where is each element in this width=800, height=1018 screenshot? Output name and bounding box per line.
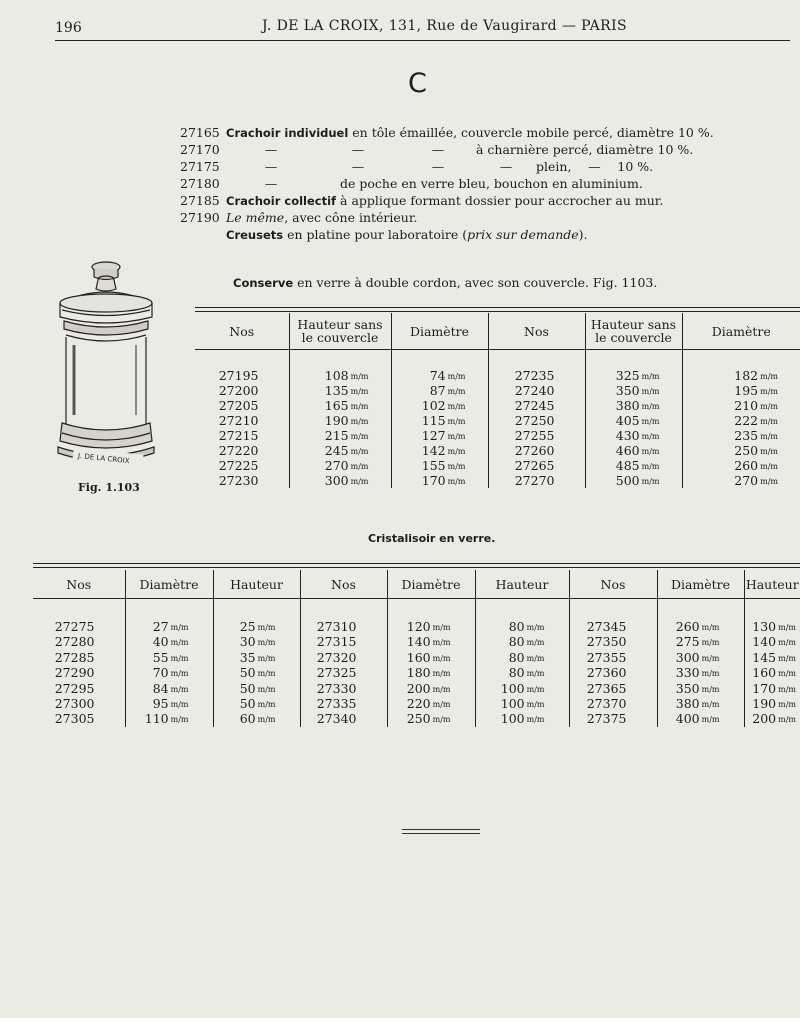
list-item <box>180 159 653 174</box>
conserve-title-text: en verre à double cordon, avec son couvercle. Fig. 1103. <box>293 275 658 290</box>
cell-number: 27370 <box>569 696 657 711</box>
cristalisoir-top-rule <box>33 563 800 564</box>
cell-number: 27300 <box>33 696 125 711</box>
cell-height: 430 m/m <box>585 428 682 443</box>
table-row <box>33 599 800 635</box>
cell-number: 27325 <box>300 665 387 680</box>
unit-label: m/m <box>432 669 451 679</box>
cell-number: 27360 <box>569 665 657 680</box>
end-rule <box>402 833 480 834</box>
cell-height: 100 m/m <box>475 696 569 711</box>
ditto-dash: — <box>351 159 365 174</box>
table-row <box>195 428 800 443</box>
ditto-dash: — <box>431 142 445 157</box>
unit-label: m/m <box>257 700 276 710</box>
unit-label: m/m <box>257 669 276 679</box>
cell-height: 130 m/m <box>752 619 796 634</box>
col-header-diameter: Diamètre <box>657 570 744 599</box>
cell-height: 190 m/m <box>752 696 796 712</box>
cell-number: 27305 <box>33 711 125 726</box>
jar-stamp-text: J. DE LA CROIX <box>77 451 130 466</box>
cell-height: 25 m/m <box>213 599 300 635</box>
unit-label: m/m <box>350 402 369 411</box>
header-rule <box>55 40 790 41</box>
unit-label: m/m <box>641 372 660 381</box>
cristalisoir-top-rule <box>33 567 800 568</box>
unit-label: m/m <box>447 417 466 426</box>
cell-diameter: 250 m/m <box>387 711 475 726</box>
unit-label: m/m <box>778 715 796 725</box>
cell-height: 50 m/m <box>213 681 300 696</box>
col-header-nos: Nos <box>488 313 585 350</box>
cell-number: 27215 <box>195 428 289 443</box>
cell-number: 27315 <box>300 634 387 649</box>
cell-number: 27260 <box>488 443 585 458</box>
unit-label: m/m <box>526 669 545 679</box>
col-header-nos: Nos <box>33 570 125 599</box>
cell-number: 27195 <box>195 350 289 384</box>
unit-label: m/m <box>778 638 796 648</box>
cell-diameter: 87 m/m <box>391 383 488 398</box>
unit-label: m/m <box>701 638 720 648</box>
cell-diameter: 74 m/m <box>391 350 488 384</box>
cell-height: 485 m/m <box>585 458 682 473</box>
item-number: 27165 <box>180 125 220 140</box>
cell-height: 80 m/m <box>475 634 569 649</box>
unit-label: m/m <box>350 387 369 396</box>
unit-label: m/m <box>641 447 660 456</box>
conserve-title <box>233 275 657 290</box>
unit-label: m/m <box>760 477 778 486</box>
col-header-height: Hauteur sans le couvercle <box>289 313 391 350</box>
unit-label: m/m <box>447 462 466 471</box>
unit-label: m/m <box>432 684 451 694</box>
cell-diameter: 200 m/m <box>387 681 475 696</box>
cell-diameter: 102 m/m <box>391 398 488 413</box>
col-header-diameter: Diamètre <box>682 313 800 350</box>
item-name: Le même <box>226 210 285 225</box>
cell-number: 27265 <box>488 458 585 473</box>
cell-diameter: 350 m/m <box>657 681 744 696</box>
cell-height: 60 m/m <box>213 711 300 726</box>
item-number: 27185 <box>180 193 220 208</box>
cell-diameter: 95 m/m <box>125 696 213 711</box>
unit-label: m/m <box>350 477 369 486</box>
ditto-dash: — <box>499 159 513 174</box>
unit-label: m/m <box>526 700 545 710</box>
unit-label: m/m <box>447 402 466 411</box>
table-row <box>195 443 800 458</box>
unit-label: m/m <box>257 684 276 694</box>
cell-diameter: 155 m/m <box>391 458 488 473</box>
cell-number: 27225 <box>195 458 289 473</box>
unit-label: m/m <box>778 700 796 710</box>
item-text: de poche en verre bleu, bouchon en aluminium. <box>340 176 643 191</box>
cell-diameter: 210 m/m <box>734 398 778 413</box>
table-row <box>33 681 800 696</box>
col-header-diameter: Diamètre <box>391 313 488 350</box>
cell-diameter: 380 m/m <box>657 696 744 711</box>
unit-label: m/m <box>641 462 660 471</box>
cell-number: 27365 <box>569 681 657 696</box>
item-text: à applique formant dossier pour accrocher au mur. <box>336 193 664 208</box>
cell-diameter: 330 m/m <box>657 665 744 680</box>
cell-height: 200 m/m <box>752 711 796 727</box>
unit-label: m/m <box>778 669 796 679</box>
ditto-dash: — <box>431 159 445 174</box>
unit-label: m/m <box>257 715 276 725</box>
unit-label: m/m <box>641 432 660 441</box>
cell-diameter: 84 m/m <box>125 681 213 696</box>
cell-height: 270 m/m <box>289 458 391 473</box>
unit-label: m/m <box>170 623 189 632</box>
cell-height: 140 m/m <box>752 634 796 650</box>
cell-diameter: 27 m/m <box>125 599 213 635</box>
cell-number: 27200 <box>195 383 289 398</box>
unit-label: m/m <box>257 653 276 663</box>
unit-label: m/m <box>170 715 189 725</box>
cell-height: 350 m/m <box>585 383 682 398</box>
cell-number: 27335 <box>300 696 387 711</box>
page-number: 196 <box>55 20 82 36</box>
table-row <box>195 458 800 473</box>
unit-label: m/m <box>350 462 369 471</box>
cell-diameter: 180 m/m <box>387 665 475 680</box>
cell-height: 50 m/m <box>213 665 300 680</box>
table-row <box>195 398 800 413</box>
cell-diameter: 222 m/m <box>734 413 778 428</box>
table-row <box>33 650 800 665</box>
unit-label: m/m <box>641 402 660 411</box>
cell-diameter: 115 m/m <box>391 413 488 428</box>
unit-label: m/m <box>257 638 276 648</box>
cell-diameter: 140 m/m <box>387 634 475 649</box>
cell-number: 27375 <box>569 711 657 726</box>
cell-number: 27240 <box>488 383 585 398</box>
list-item <box>180 176 643 191</box>
unit-label: m/m <box>760 387 778 396</box>
unit-label: m/m <box>257 623 276 632</box>
unit-label: m/m <box>701 684 720 694</box>
item-text: plein, <box>536 159 572 174</box>
unit-label: m/m <box>432 653 451 663</box>
cell-height: 405 m/m <box>585 413 682 428</box>
unit-label: m/m <box>526 623 545 632</box>
unit-label: m/m <box>701 623 720 632</box>
cell-height: 35 m/m <box>213 650 300 665</box>
cell-diameter: 170 m/m <box>391 473 488 488</box>
table-row <box>33 665 800 680</box>
cell-number: 27230 <box>195 473 289 488</box>
col-header-height: Hauteur <box>744 570 800 599</box>
cell-number: 27205 <box>195 398 289 413</box>
unit-label: m/m <box>170 653 189 663</box>
unit-label: m/m <box>350 417 369 426</box>
cell-height: 215 m/m <box>289 428 391 443</box>
cell-diameter: 160 m/m <box>387 650 475 665</box>
cell-height: 80 m/m <box>475 650 569 665</box>
unit-label: m/m <box>432 623 451 632</box>
unit-label: m/m <box>526 653 545 663</box>
item-number: 27175 <box>180 159 220 174</box>
cell-height: 135 m/m <box>289 383 391 398</box>
cell-height: 165 m/m <box>289 398 391 413</box>
unit-label: m/m <box>170 684 189 694</box>
unit-label: m/m <box>170 638 189 648</box>
unit-label: m/m <box>760 462 778 471</box>
unit-label: m/m <box>641 387 660 396</box>
cell-number: 27275 <box>33 599 125 635</box>
cell-diameter: 275 m/m <box>657 634 744 649</box>
cell-diameter: 110 m/m <box>125 711 213 726</box>
col-header-nos: Nos <box>195 313 289 350</box>
cell-number: 27250 <box>488 413 585 428</box>
cell-diameter: 250 m/m <box>734 443 778 458</box>
item-text: 10 %. <box>617 159 654 174</box>
cell-diameter: 400 m/m <box>657 711 744 726</box>
item-text: ). <box>578 227 588 242</box>
conserve-name: Conserve <box>233 276 294 290</box>
col-header-height: Hauteur <box>213 570 300 599</box>
item-number: 27190 <box>180 210 220 225</box>
unit-label: m/m <box>641 477 660 486</box>
unit-label: m/m <box>526 684 545 694</box>
unit-label: m/m <box>760 447 778 456</box>
running-header: J. DE LA CROIX, 131, Rue de Vaugirard — PARIS <box>262 18 628 34</box>
table-row <box>33 696 800 711</box>
item-italic: prix sur demande <box>467 227 579 242</box>
table-row <box>195 383 800 398</box>
list-item <box>180 125 714 140</box>
ditto-dash: — <box>264 159 278 174</box>
col-header-nos: Nos <box>300 570 387 599</box>
item-number: 27180 <box>180 176 220 191</box>
unit-label: m/m <box>701 700 720 710</box>
unit-label: m/m <box>170 669 189 679</box>
cell-height: 100 m/m <box>475 711 569 726</box>
cell-number: 27345 <box>569 599 657 635</box>
ditto-dash: — <box>351 142 365 157</box>
cell-height: 30 m/m <box>213 634 300 649</box>
cell-height: 170 m/m <box>752 680 796 696</box>
unit-label: m/m <box>432 715 451 725</box>
cell-height: 100 m/m <box>475 681 569 696</box>
table-row <box>195 473 800 488</box>
cell-number: 27210 <box>195 413 289 428</box>
col-header-diameter: Diamètre <box>125 570 213 599</box>
item-text: à charnière percé, diamètre 10 %. <box>476 142 694 157</box>
item-name: Crachoir collectif <box>226 194 337 208</box>
col-header-nos: Nos <box>569 570 657 599</box>
item-name: Creusets <box>226 228 284 242</box>
cell-number: 27310 <box>300 599 387 635</box>
item-text: en tôle émaillée, couvercle mobile percé, diamètre 10 %. <box>348 125 714 140</box>
cell-number: 27340 <box>300 711 387 726</box>
cell-height: 80 m/m <box>475 599 569 635</box>
unit-label: m/m <box>760 372 778 381</box>
cell-diameter: 260 m/m <box>657 599 744 635</box>
unit-label: m/m <box>447 432 466 441</box>
unit-label: m/m <box>760 402 778 411</box>
cell-height: 325 m/m <box>585 350 682 384</box>
cell-height: 108 m/m <box>289 350 391 384</box>
unit-label: m/m <box>526 638 545 648</box>
unit-label: m/m <box>526 715 545 725</box>
cell-diameter: 55 m/m <box>125 650 213 665</box>
cell-number: 27235 <box>488 350 585 384</box>
cell-number: 27350 <box>569 634 657 649</box>
cell-number: 27245 <box>488 398 585 413</box>
cell-diameter: 235 m/m <box>734 428 778 443</box>
unit-label: m/m <box>350 432 369 441</box>
cell-height: 500 m/m <box>585 473 682 488</box>
cell-diameter: 260 m/m <box>734 458 778 473</box>
item-text: , avec cône intérieur. <box>284 210 418 225</box>
unit-label: m/m <box>701 715 720 725</box>
cell-number: 27290 <box>33 665 125 680</box>
table-row <box>195 350 800 384</box>
cell-height: 145 m/m <box>752 649 796 665</box>
cell-height: 300 m/m <box>289 473 391 488</box>
unit-label: m/m <box>350 447 369 456</box>
unit-label: m/m <box>350 372 369 381</box>
unit-label: m/m <box>701 669 720 679</box>
unit-label: m/m <box>447 447 466 456</box>
figure-caption: Fig. 1.103 <box>78 481 140 494</box>
table-row <box>33 711 800 726</box>
col-header-height: Hauteur sans le couvercle <box>585 313 682 350</box>
ditto-dash: — <box>264 142 278 157</box>
cell-diameter: 182 m/m <box>734 368 778 383</box>
unit-label: m/m <box>447 372 466 381</box>
col-header-diameter: Diamètre <box>387 570 475 599</box>
unit-label: m/m <box>778 623 796 632</box>
cell-diameter: 127 m/m <box>391 428 488 443</box>
end-rule <box>402 829 480 830</box>
unit-label: m/m <box>170 700 189 710</box>
ditto-dash: — <box>264 176 278 191</box>
cell-number: 27295 <box>33 681 125 696</box>
list-item <box>180 142 693 157</box>
cell-diameter: 220 m/m <box>387 696 475 711</box>
cell-diameter: 70 m/m <box>125 665 213 680</box>
cell-diameter: 120 m/m <box>387 599 475 635</box>
cristalisoir-title: Cristalisoir en verre. <box>368 532 496 545</box>
cell-height: 380 m/m <box>585 398 682 413</box>
unit-label: m/m <box>760 417 778 426</box>
cell-number: 27320 <box>300 650 387 665</box>
unit-label: m/m <box>447 477 466 486</box>
cell-height: 50 m/m <box>213 696 300 711</box>
item-name: Crachoir individuel <box>226 126 349 140</box>
cell-height: 460 m/m <box>585 443 682 458</box>
cell-number: 27330 <box>300 681 387 696</box>
unit-label: m/m <box>447 387 466 396</box>
item-number: 27170 <box>180 142 220 157</box>
cell-number: 27220 <box>195 443 289 458</box>
conserve-table <box>195 313 800 488</box>
cell-height: 160 m/m <box>752 665 796 681</box>
unit-label: m/m <box>778 684 796 694</box>
cell-height: 190 m/m <box>289 413 391 428</box>
jar-illustration <box>48 255 164 477</box>
table-row <box>33 634 800 649</box>
list-item <box>180 193 663 208</box>
cell-diameter: 270 m/m <box>734 473 778 488</box>
unit-label: m/m <box>778 653 796 663</box>
section-letter: C <box>408 68 427 99</box>
cell-diameter: 300 m/m <box>657 650 744 665</box>
list-item <box>180 227 588 242</box>
cell-number: 27270 <box>488 473 585 488</box>
cell-height: 80 m/m <box>475 665 569 680</box>
unit-label: m/m <box>641 417 660 426</box>
ditto-dash: — <box>588 159 601 174</box>
cell-height: 245 m/m <box>289 443 391 458</box>
unit-label: m/m <box>701 653 720 663</box>
col-header-height: Hauteur <box>475 570 569 599</box>
cristalisoir-table <box>33 570 800 727</box>
list-item <box>180 210 417 225</box>
unit-label: m/m <box>432 700 451 710</box>
table-row <box>195 413 800 428</box>
cell-number: 27280 <box>33 634 125 649</box>
cell-diameter: 40 m/m <box>125 634 213 649</box>
cell-diameter: 142 m/m <box>391 443 488 458</box>
cell-number: 27285 <box>33 650 125 665</box>
cell-number: 27255 <box>488 428 585 443</box>
unit-label: m/m <box>432 638 451 648</box>
cell-diameter: 195 m/m <box>734 383 778 398</box>
cell-number: 27355 <box>569 650 657 665</box>
unit-label: m/m <box>760 432 778 441</box>
item-text: en platine pour laboratoire ( <box>283 227 468 242</box>
